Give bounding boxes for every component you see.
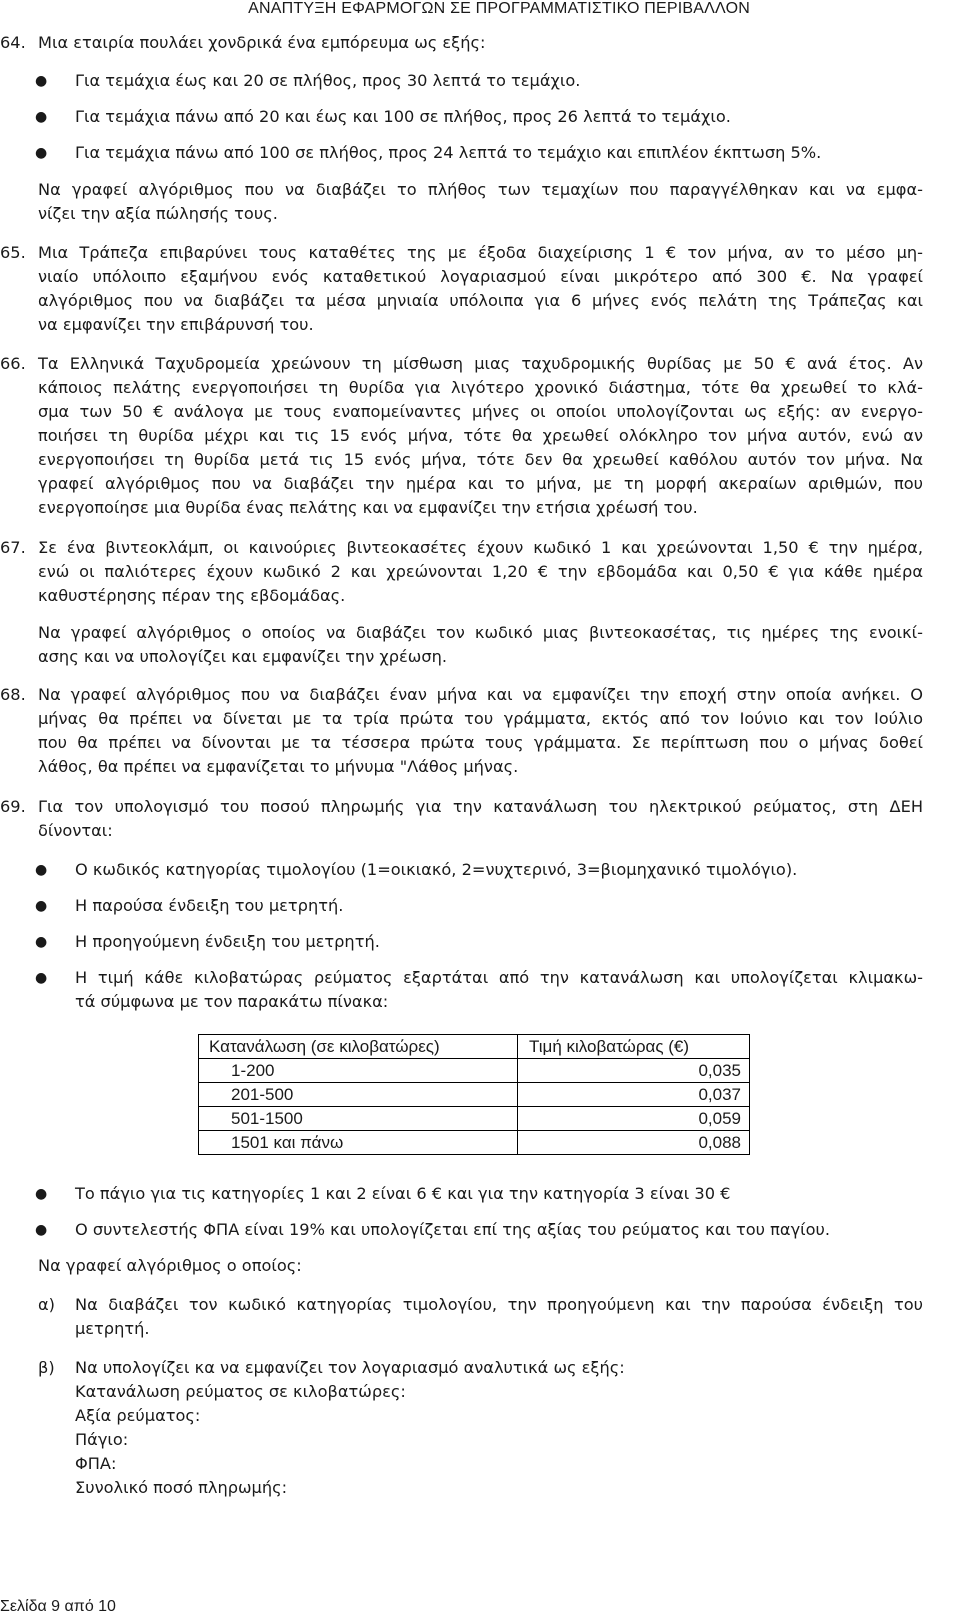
q65-number: 65. bbox=[0, 243, 26, 262]
q69-bullet-6: Ο συντελεστής ΦΠΑ είναι 19% και υπολογίζεται επί της αξίας του ρεύματος και του παγίου. bbox=[75, 1220, 831, 1239]
q69-b-line-6: Συνολικό ποσό πληρωμής: bbox=[75, 1478, 288, 1497]
bullet-icon: ● bbox=[35, 145, 48, 161]
q67-line-1: Σε ένα βιντεοκλάμπ, οι καινούριες βιντεοκασέτες έχουν κωδικό 1 και χρεώνονται 1,50 € την ημέρα, bbox=[38, 538, 923, 557]
bullet-icon: ● bbox=[35, 934, 48, 950]
table-row bbox=[199, 1059, 750, 1083]
bullet-icon: ● bbox=[35, 109, 48, 125]
q65-line-1: Μια Τράπεζα επιβαρύνει τους καταθέτες της με έξοδα διαχείρισης 1 € τον μήνα, αν το μέσο μη- bbox=[38, 243, 923, 262]
q66-line-1: Τα Ελληνικά Ταχυδρομεία χρεώνουν τη μίσθωση μιας ταχυδρομικής θυρίδας με 50 € ανά έτος. Αν bbox=[38, 354, 923, 373]
rates-table bbox=[198, 1034, 750, 1155]
q69-b-line-1: Να υπολογίζει κα να εμφανίζει τον λογαριασμό αναλυτικά ως εξής: bbox=[75, 1358, 625, 1377]
q69-bullet-4-line-1: Η τιμή κάθε κιλοβατώρας ρεύματος εξαρτάται από την κατανάλωση και υπολογίζεται κλιμακω- bbox=[75, 968, 923, 987]
bullet-icon: ● bbox=[35, 73, 48, 89]
table-header-cell: Κατανάλωση (σε κιλοβατώρες) bbox=[199, 1035, 518, 1059]
q66-line-4: ποιήσει τη θυρίδα μέχρι και τις 15 ενός μήνα, τότε θα χρεωθεί ολόκληρο τον μήνα αυτόν, ενώ αν bbox=[38, 426, 923, 445]
q68-number: 68. bbox=[0, 685, 26, 704]
bullet-icon: ● bbox=[35, 970, 48, 986]
q66-line-5: ενεργοποιήσει τη θυρίδα μετά τις 15 ενός μήνα, τότε δεν θα χρεωθεί καθόλου αυτόν τον μήνα. Να bbox=[38, 450, 923, 469]
q68-line-1: Να γραφεί αλγόριθμος που να διαβάζει έναν μήνα και να εμφανίζει την εποχή στην οποία ανήκει. Ο bbox=[38, 685, 923, 704]
q67-task-line-1: Να γραφεί αλγόριθμος ο οποίος να διαβάζει τον κωδικό μιας βιντεοκασέτας, τις ημέρες της ενοικί- bbox=[38, 623, 923, 642]
q64-bullet-3: Για τεμάχια πάνω από 100 σε πλήθος, προς 24 λεπτά το τεμάχιο και επιπλέον έκπτωση 5%. bbox=[75, 143, 822, 162]
q64-number: 64. bbox=[0, 33, 26, 52]
table-cell: 1-200 bbox=[199, 1059, 518, 1083]
table-header-row bbox=[199, 1035, 750, 1059]
q69-intro-line-2: δίνονται: bbox=[38, 821, 113, 840]
page-footer: Σελίδα 9 από 10 bbox=[0, 1598, 116, 1615]
q65-line-4: να εμφανίζει την επιβάρυνσή του. bbox=[38, 315, 314, 334]
q64-bullet-2: Για τεμάχια πάνω από 20 και έως και 100 σε πλήθος, προς 26 λεπτά το τεμάχιο. bbox=[75, 107, 731, 126]
q67-number: 67. bbox=[0, 538, 26, 557]
q69-a-label: α) bbox=[38, 1295, 55, 1314]
q69-bullet-1: Ο κωδικός κατηγορίας τιμολογίου (1=οικιακό, 2=νυχτερινό, 3=βιομηχανικό τιμολόγιο). bbox=[75, 860, 798, 879]
table-header-cell: Τιμή κιλοβατώρας (€) bbox=[518, 1035, 750, 1059]
q69-a-line-1: Να διαβάζει τον κωδικό κατηγορίας τιμολογίου, την προηγούμενη και την παρούσα ένδειξη του bbox=[75, 1295, 923, 1314]
q68-line-4: λάθος, θα πρέπει να εμφανίζεται το μήνυμα "Λάθος μήνας. bbox=[38, 757, 519, 776]
table-cell: 0,059 bbox=[518, 1107, 750, 1131]
q68-line-2: μήνας θα πρέπει να δίνεται με τα τρία πρώτα του γράμματα, εκτός από τον Ιούνιο και τον Ιούλιο bbox=[38, 709, 923, 728]
q66-line-2: κάποιος πελάτης ενεργοποιήσει τη θυρίδα για λιγότερο χρονικό διάστημα, τότε θα χρεωθεί το κλά- bbox=[38, 378, 923, 397]
q67-line-3: καθυστέρησης πέραν της εβδομάδας. bbox=[38, 586, 346, 605]
q66-line-6: γραφεί αλγόριθμος που να διαβάζει την ημέρα και το μήνα, με τη μορφή ακεραίων αριθμών, που bbox=[38, 474, 923, 493]
q69-number: 69. bbox=[0, 797, 26, 816]
table-cell: 1501 και πάνω bbox=[199, 1131, 518, 1155]
q69-b-line-4: Πάγιο: bbox=[75, 1430, 129, 1449]
q69-bullet-2: Η παρούσα ένδειξη του μετρητή. bbox=[75, 896, 344, 915]
bullet-icon: ● bbox=[35, 862, 48, 878]
q68-line-3: που θα πρέπει να δίνονται με τα τέσσερα πρώτα τους γράμματα. Σε περίπτωση που ο μήνας δοθεί bbox=[38, 733, 923, 752]
q69-bullet-5: Το πάγιο για τις κατηγορίες 1 και 2 είναι 6 € και για την κατηγορία 3 είναι 30 € bbox=[75, 1184, 731, 1203]
q65-line-2: νιαίο υπόλοιπο εξαμήνου ενός καταθετικού λογαριασμού είναι μικρότερο από 300 €. Να γραφεί bbox=[38, 267, 923, 286]
q64-bullet-1: Για τεμάχια έως και 20 σε πλήθος, προς 30 λεπτά το τεμάχιο. bbox=[75, 71, 581, 90]
q69-a-line-2: μετρητή. bbox=[75, 1319, 150, 1338]
q69-b-line-5: ΦΠΑ: bbox=[75, 1454, 117, 1473]
q66-line-7: ενεργοποίησε μια θυρίδα ένας πελάτης και να εμφανίζει την ετήσια χρέωσή του. bbox=[38, 498, 698, 517]
q65-line-3: αλγόριθμος που να διαβάζει τα μέσα μηνιαία υπόλοιπα για 6 μήνες ενός πελάτη της Τράπεζας και bbox=[38, 291, 923, 310]
q69-bullet-3: Η προηγούμενη ένδειξη του μετρητή. bbox=[75, 932, 380, 951]
q69-task: Να γραφεί αλγόριθμος ο οποίος: bbox=[38, 1256, 302, 1275]
table-row bbox=[199, 1083, 750, 1107]
bullet-icon: ● bbox=[35, 898, 48, 914]
q69-intro-line-1: Για τον υπολογισμό του ποσού πληρωμής για την κατανάλωση του ηλεκτρικού ρεύματος, στη ΔΕΗ bbox=[38, 797, 923, 816]
q69-bullet-4-line-2: τά σύμφωνα με τον παρακάτω πίνακα: bbox=[75, 992, 389, 1011]
q66-number: 66. bbox=[0, 354, 26, 373]
q66-line-3: σμα των 50 € ανάλογα με τους εναπομείναντες μήνες οι οποίοι υπολογίζονται ως εξής: αν ενεργο- bbox=[38, 402, 923, 421]
q67-line-2: ενώ οι παλιότερες έχουν κωδικό 2 και χρεώνονται 1,20 € την εβδομάδα και 0,50 € για κάθε ημέρα bbox=[38, 562, 923, 581]
q69-b-line-3: Αξία ρεύματος: bbox=[75, 1406, 201, 1425]
q67-task-line-2: ασης και να υπολογίζει και εμφανίζει την χρέωση. bbox=[38, 647, 447, 666]
q64-intro: Μια εταιρία πουλάει χονδρικά ένα εμπόρευμα ως εξής: bbox=[38, 33, 486, 52]
bullet-icon: ● bbox=[35, 1186, 48, 1202]
table-cell: 0,088 bbox=[518, 1131, 750, 1155]
table-cell: 501-1500 bbox=[199, 1107, 518, 1131]
table-cell: 0,037 bbox=[518, 1083, 750, 1107]
table-row bbox=[199, 1107, 750, 1131]
table-cell: 0,035 bbox=[518, 1059, 750, 1083]
table-row bbox=[199, 1131, 750, 1155]
q64-task-line-2: νίζει την αξία πώλησής τους. bbox=[38, 204, 278, 223]
table-cell: 201-500 bbox=[199, 1083, 518, 1107]
q69-b-line-2: Κατανάλωση ρεύματος σε κιλοβατώρες: bbox=[75, 1382, 406, 1401]
page-header: ΑΝΑΠΤΥΞΗ ΕΦΑΡΜΟΓΩΝ ΣΕ ΠΡΟΓΡΑΜΜΑΤΙΣΤΙΚΟ ΠΕΡΙΒΑΛΛΟΝ bbox=[248, 0, 750, 17]
q69-b-label: β) bbox=[38, 1358, 55, 1377]
q64-task-line-1: Να γραφεί αλγόριθμος που να διαβάζει το πλήθος των τεμαχίων που παραγγέλθηκαν και να εμφα- bbox=[38, 180, 923, 199]
bullet-icon: ● bbox=[35, 1222, 48, 1238]
